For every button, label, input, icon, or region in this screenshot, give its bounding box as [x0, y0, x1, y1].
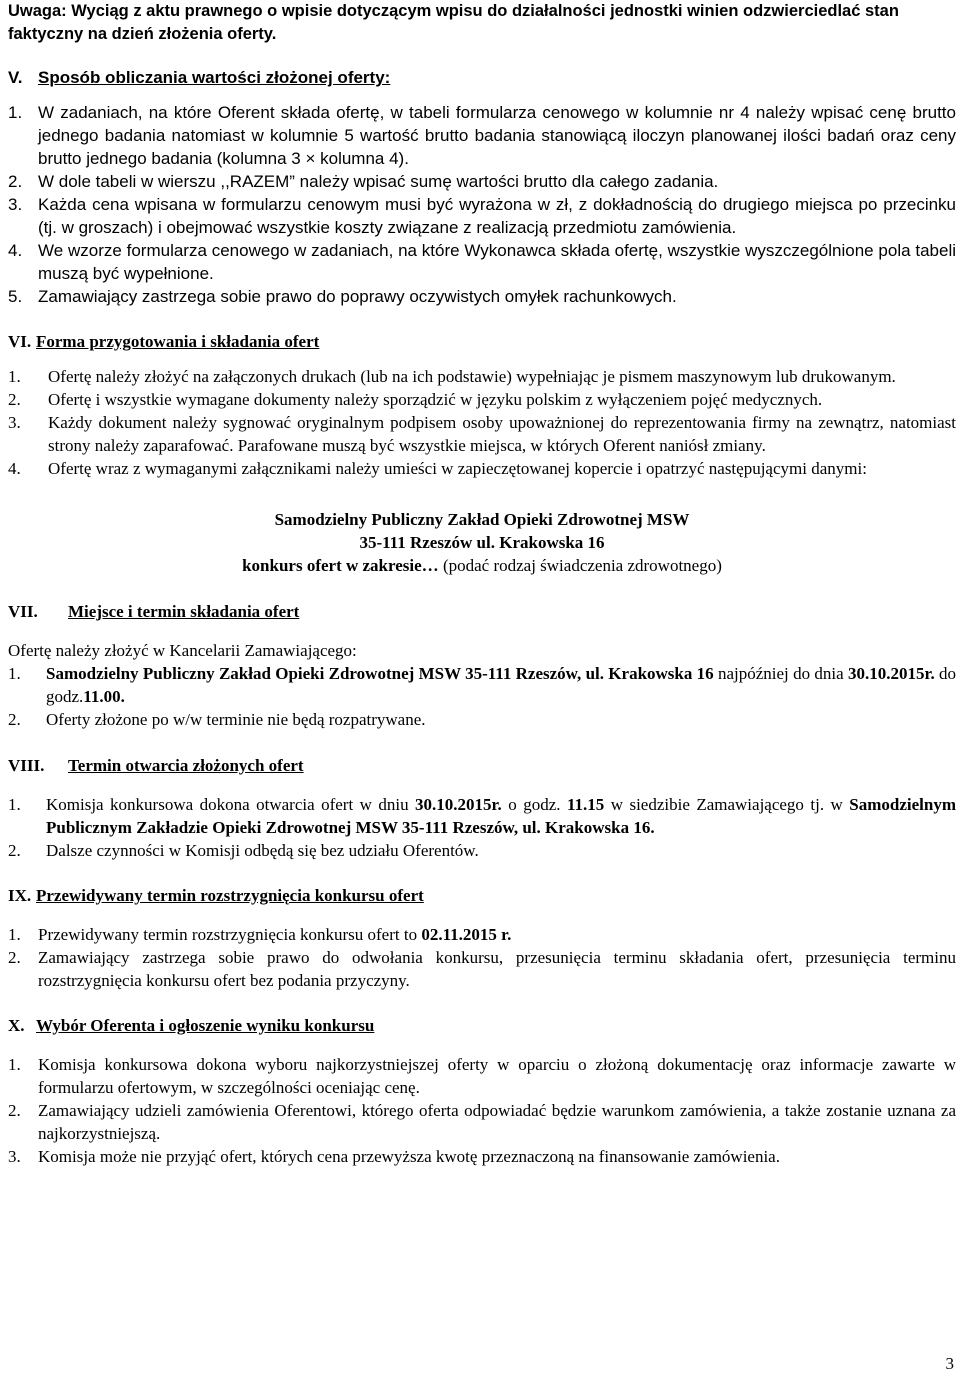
section-v [8, 66, 956, 308]
list-item [8, 411, 956, 457]
section-viii-heading [8, 754, 956, 777]
list-item [8, 388, 956, 411]
section-ix [8, 884, 956, 992]
item-text: najpóźniej do dnia [713, 664, 848, 683]
section-x-heading [8, 1014, 956, 1037]
item-number: 1. [8, 1055, 21, 1074]
item-text: W dole tabeli w wierszu ,,RAZEM” należy wpisać sumę wartości brutto dla całego zadania. [38, 172, 719, 191]
envelope-line-2: 35-111 Rzeszów ul. Krakowska 16 [359, 533, 605, 552]
item-time: 11.00. [83, 687, 125, 706]
item-number: 2. [8, 948, 21, 967]
list-item [8, 365, 956, 388]
item-number: 2. [8, 172, 23, 191]
item-number: 3. [8, 195, 23, 214]
item-text: Komisja konkursowa dokona wyboru najkorzystniejszej oferty w oparciu o złożoną dokumentację oraz informacje zawarte w formularzu ofertowym, w szczególności oceniając cenę. [38, 1055, 956, 1097]
item-text-bold: Samodzielnym Publicznym Zakładzie Opieki Zdrowotnej MSW 35-111 Rzeszów, ul. Krakowska 16. [46, 795, 956, 837]
item-text: Ofertę wraz z wymaganymi załącznikami należy umieści w zapieczętowanej kopercie i opatrzyć następującymi danymi: [48, 459, 867, 478]
item-number: 1. [8, 795, 21, 814]
item-number: 1. [8, 103, 23, 122]
item-text: Przewidywany termin rozstrzygnięcia konkursu ofert to [38, 925, 422, 944]
item-number: 4. [8, 459, 21, 478]
list-item [8, 923, 956, 946]
item-text: Zamawiający zastrzega sobie prawo do poprawy oczywistych omyłek rachunkowych. [38, 287, 677, 306]
item-date: 02.11.2015 r. [421, 925, 512, 944]
item-text: w siedzibie Zamawiającego tj. w [604, 795, 850, 814]
section-v-title: Sposób obliczania wartości złożonej oferty: [38, 68, 391, 87]
section-vii-title: Miejsce i termin składania ofert [68, 602, 300, 621]
list-item [8, 239, 956, 285]
list-item [8, 946, 956, 992]
list-item [8, 708, 956, 731]
page-number: 3 [945, 1354, 954, 1373]
item-number: 2. [8, 390, 21, 409]
envelope-line-3-bold: konkurs ofert w zakresie… [242, 556, 439, 575]
item-number: 2. [8, 841, 21, 860]
item-number: 3. [8, 1147, 21, 1166]
envelope-label [8, 508, 956, 577]
list-item [8, 1145, 956, 1168]
list-item [8, 1099, 956, 1145]
section-vii-list [8, 662, 956, 731]
section-x [8, 1014, 956, 1168]
item-text: We wzorze formularza cenowego w zadaniach, na które Wykonawca składa ofertę, wszystkie wyszczególnione pola tabeli muszą być wypełnione. [38, 241, 956, 283]
item-text: do godz. [46, 664, 957, 706]
item-text: o godz. [501, 795, 567, 814]
item-text: Komisja konkursowa dokona otwarcia ofert w dniu [46, 795, 416, 814]
section-x-list [8, 1053, 956, 1168]
item-number: 2. [8, 710, 21, 729]
item-number: 5. [8, 287, 23, 306]
item-date: 30.10.2015r. [847, 664, 935, 683]
section-viii [8, 754, 956, 862]
section-vii-heading [8, 600, 956, 623]
section-ix-heading [8, 884, 956, 907]
section-vi-heading [8, 330, 956, 353]
list-item [8, 662, 956, 708]
list-item [8, 839, 956, 862]
item-number: 4. [8, 241, 23, 260]
list-item [8, 1053, 956, 1099]
section-vi-number: VI. [8, 332, 32, 351]
item-number: 1. [8, 925, 21, 944]
list-item [8, 193, 956, 239]
item-text: W zadaniach, na które Oferent składa ofertę, w tabeli formularza cenowego w kolumnie nr 4 należy wpisać cenę brutto jednego badania natomiast w kolumnie 5 wartość brutto badania stanowiącą iloczyn planowanej ilości badań oraz ceny brutto jednego badania (kolumna 3 × kolumna 4). [38, 103, 956, 168]
section-vi-title: Forma przygotowania i składania ofert [36, 332, 320, 351]
item-text-bold: Samodzielny Publiczny Zakład Opieki Zdrowotnej MSW 35-111 Rzeszów, ul. Krakowska 16 [46, 664, 714, 683]
section-ix-list [8, 923, 956, 992]
item-time: 11.15 [566, 795, 605, 814]
section-vii-intro: Ofertę należy złożyć w Kancelarii Zamawiającego: [8, 641, 357, 660]
list-item [8, 170, 956, 193]
section-viii-title: Termin otwarcia złożonych ofert [68, 756, 304, 775]
item-number: 3. [8, 413, 21, 432]
list-item [8, 457, 956, 480]
list-item [8, 101, 956, 170]
envelope-line-3 [8, 554, 956, 577]
item-number: 1. [8, 367, 21, 386]
item-text: Dalsze czynności w Komisji odbędą się bez udziału Oferentów. [46, 841, 479, 860]
item-text: Zamawiający udzieli zamówienia Oferentowi, którego oferta odpowiadać będzie warunkom zamówienia, a także zostanie uznana za najkorzystniejszą. [38, 1101, 956, 1143]
section-viii-number: VIII. [8, 756, 45, 775]
item-text: Oferty złożone po w/w terminie nie będą rozpatrywane. [46, 710, 426, 729]
item-text: Ofertę należy złożyć na załączonych drukach (lub na ich podstawie) wypełniając je pismem maszynowym lub drukowanym. [48, 367, 896, 386]
envelope-line-1: Samodzielny Publiczny Zakład Opieki Zdrowotnej MSW [274, 510, 690, 529]
envelope-line-3-note: (podać rodzaj świadczenia zdrowotnego) [438, 556, 722, 575]
section-vi [8, 330, 956, 577]
document-page [8, 0, 956, 1168]
section-ix-number: IX. [8, 886, 32, 905]
section-vii [8, 600, 956, 731]
item-date: 30.10.2015r. [415, 795, 502, 814]
section-viii-list [8, 793, 956, 862]
section-x-title: Wybór Oferenta i ogłoszenie wyniku konkursu [36, 1016, 375, 1035]
section-vii-number: VII. [8, 602, 38, 621]
section-vi-list [8, 365, 956, 480]
item-number: 1. [8, 664, 21, 683]
section-ix-title: Przewidywany termin rozstrzygnięcia konkursu ofert [36, 886, 424, 905]
section-v-number: V. [8, 68, 23, 87]
list-item [8, 285, 956, 308]
list-item [8, 793, 956, 839]
item-text: Zamawiający zastrzega sobie prawo do odwołania konkursu, przesunięcia terminu składania ofert, przesunięcia terminu rozstrzygnięcia konkursu ofert bez podania przyczyny. [38, 948, 956, 990]
section-v-list [8, 101, 956, 308]
item-text: Każda cena wpisana w formularzu cenowym musi być wyrażona w zł, z dokładnością do drugiego miejsca po przecinku (tj. w groszach) i obejmować wszystkie koszty związane z realizacją przedmiotu zamówienia. [38, 195, 956, 237]
item-text: Komisja może nie przyjąć ofert, których cena przewyższa kwotę przeznaczoną na finansowanie zamówienia. [38, 1147, 780, 1166]
section-x-number: X. [8, 1016, 25, 1035]
warning-note: Uwaga: Wyciąg z aktu prawnego o wpisie dotyczącym wpisu do działalności jednostki winien odzwierciedlać stan faktyczny na dzień złożenia oferty. [8, 2, 899, 43]
section-v-heading [8, 66, 956, 89]
item-text: Każdy dokument należy sygnować oryginalnym podpisem osoby upoważnionej do reprezentowania firmy na zewnątrz, natomiast strony należy zaparafować. Parafowane muszą być wszystkie miejsca, w których Oferent naniósł zmiany. [48, 413, 956, 455]
item-text: Ofertę i wszystkie wymagane dokumenty należy sporządzić w języku polskim z wyłączeniem pojęć medycznych. [48, 390, 823, 409]
item-number: 2. [8, 1101, 21, 1120]
